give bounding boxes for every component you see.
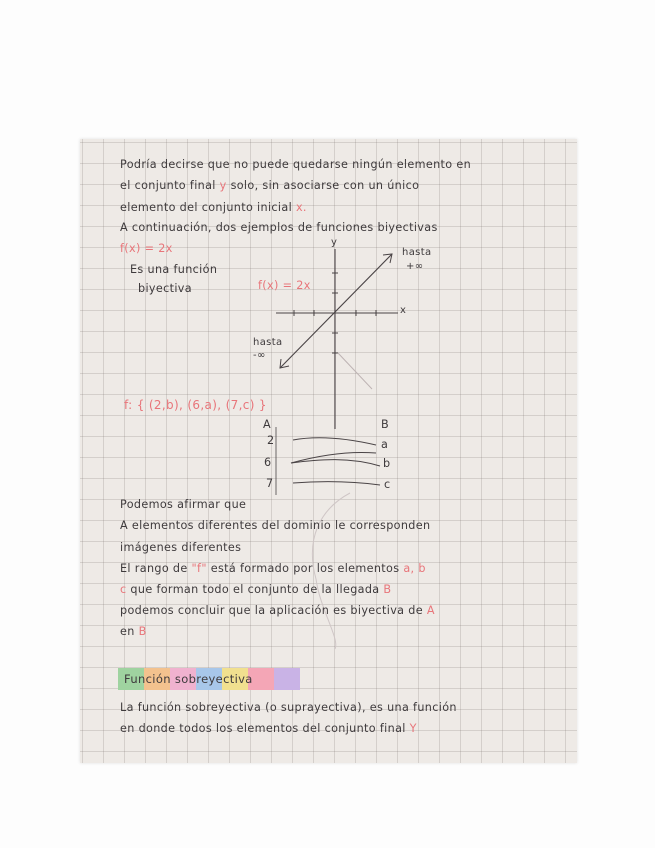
to-positive-infinity-1: hasta bbox=[402, 247, 432, 258]
section-line-2-start: en donde todos los elementos del conjunto final bbox=[120, 722, 406, 735]
example1-desc-2: biyectiva bbox=[138, 282, 192, 295]
set-b-ref-2: B bbox=[138, 625, 147, 638]
codomain-element: b bbox=[383, 457, 391, 470]
set-b-ref: B bbox=[383, 583, 392, 596]
set-definition: f: { (2,b), (6,a), (7,c) } bbox=[124, 398, 267, 412]
domain-element: 2 bbox=[267, 434, 275, 447]
map-arrow-6-b bbox=[291, 460, 380, 466]
map-arrow-7-c bbox=[293, 482, 380, 485]
conclusion-line-7-start: en bbox=[120, 625, 135, 638]
section-heading: Función sobreyectiva bbox=[124, 672, 253, 686]
conclusion-line-3: imágenes diferentes bbox=[120, 541, 242, 554]
text-line-2-rest: solo, sin asociarse con un único bbox=[230, 179, 420, 192]
map-arrow-2-a bbox=[293, 438, 376, 445]
section-line-1: La función sobreyectiva (o suprayectiva), es una función bbox=[120, 701, 457, 714]
axis-y-label: y bbox=[331, 237, 338, 248]
graph-function-label: f(x) = 2x bbox=[258, 279, 311, 292]
text-line-3-start: elemento del conjunto inicial bbox=[120, 201, 293, 214]
conclusion-line-4 bbox=[120, 562, 426, 575]
section-line-2 bbox=[120, 722, 417, 735]
example1-desc-1: Es una función bbox=[130, 263, 218, 276]
bleed-through-mark bbox=[338, 353, 372, 389]
conclusion-line-5-rest: que forman todo el conjunto de la llegada bbox=[130, 583, 380, 596]
notebook-page bbox=[80, 139, 577, 763]
conclusion-line-5 bbox=[120, 583, 391, 596]
variable-x: x. bbox=[295, 201, 307, 214]
conclusion-line-6 bbox=[120, 604, 435, 617]
conclusion-line-4-start: El rango de bbox=[120, 562, 188, 575]
set-b-label: B bbox=[381, 418, 390, 431]
text-line-1: Podría decirse que no puede quedarse ningún elemento en bbox=[120, 158, 472, 171]
axis-x-label: x bbox=[400, 305, 407, 316]
to-negative-infinity-1: hasta bbox=[253, 337, 283, 348]
variable-y-upper: Y bbox=[409, 722, 417, 735]
domain-element: 7 bbox=[266, 477, 274, 490]
text-line-4: A continuación, dos ejemplos de funciones biyectivas bbox=[120, 221, 438, 234]
elements-a-b: a, b bbox=[403, 562, 426, 575]
to-negative-infinity-2: -∞ bbox=[253, 350, 266, 361]
set-a-ref: A bbox=[426, 604, 435, 617]
function-name-f: "f" bbox=[191, 562, 207, 575]
highlight-stripe bbox=[274, 668, 300, 690]
conclusion-line-1: Podemos afirmar que bbox=[120, 498, 247, 511]
text-line-2-start: el conjunto final bbox=[120, 179, 216, 192]
conclusion-line-2: A elementos diferentes del dominio le corresponden bbox=[120, 519, 431, 532]
variable-y: y bbox=[219, 179, 227, 192]
codomain-element: c bbox=[384, 478, 391, 491]
set-a-label: A bbox=[263, 418, 272, 431]
to-positive-infinity-2: +∞ bbox=[406, 261, 424, 272]
codomain-element: a bbox=[381, 438, 389, 451]
function-line bbox=[280, 254, 392, 368]
conclusion-line-4-rest: está formado por los elementos bbox=[210, 562, 400, 575]
domain-element: 6 bbox=[264, 456, 272, 469]
conclusion-line-6-start: podemos concluir que la aplicación es biyectiva de bbox=[120, 604, 423, 617]
element-c: c bbox=[120, 583, 127, 596]
example1-formula: f(x) = 2x bbox=[120, 242, 173, 255]
conclusion-line-7 bbox=[120, 625, 147, 638]
